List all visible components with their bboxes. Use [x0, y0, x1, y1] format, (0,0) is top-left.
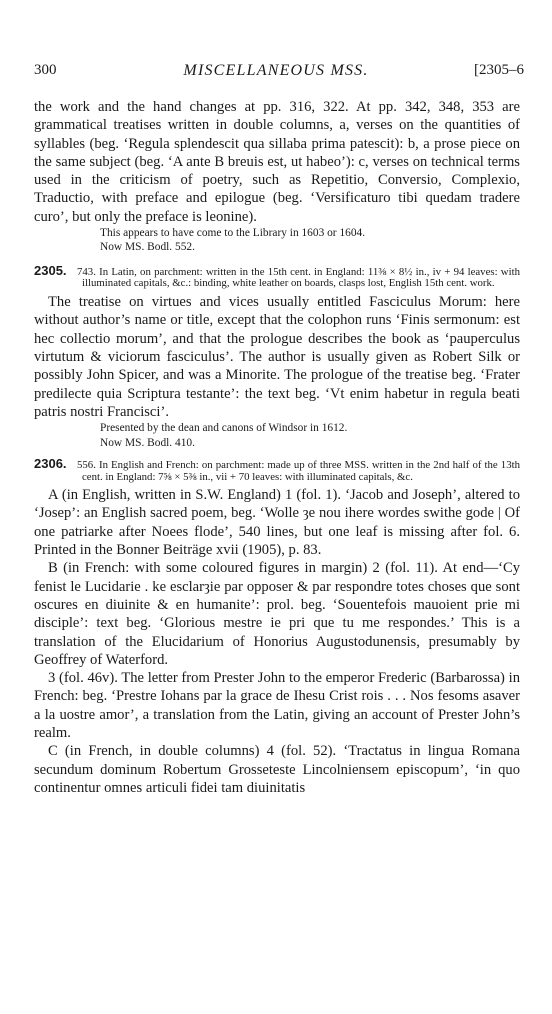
entry-2305-text: The treatise on virtues and vices usually entitled Fasciculus Morum: here without author’s name or title, except that the colophon runs ‘Finis sermonum: est hec collectio morum’, and that the prologue describes the book as ‘pauperculus virtutum & viciorum fasciculus’. The author is usually given as Robert Silk or possibly John Spicer, and was a Minorite. The prologue of the treatise beg. ‘Frater predilecte quia Scriptura testante’: the text beg. ‘Vt enim habetur in regula beati patris nostri Francisci’.: [34, 294, 520, 420]
entry-2305-shelfmark: Now MS. Bodl. 410.: [100, 436, 195, 449]
intro-paragraph: the work and the hand changes at pp. 316, 322. At pp. 342, 348, 353 are grammatical treatises written in double columns, a, verses on the quantities of syllables (beg. ‘Regula splendescit qua sillaba prima patescit): b, a prose piece on the same subject (beg. ‘A ante B breuis est, ut habeo’): c, verses on technical terms used in the criticism of poetry, such as Repetitio, Conversio, Complexio, Traductio, with preface and epilogue (beg. ‘Versificaturo tibi quedam tradere curo’, but only the preface is leonine).: [34, 99, 520, 225]
entry-range: [2305–6: [474, 62, 524, 78]
page-header: [28, 62, 524, 84]
page-body: [34, 98, 520, 797]
intro-provenance-note: This appears to have come to the Library in 1603 or 1604.: [100, 227, 366, 240]
entry-2305-number: 2305.: [34, 262, 67, 278]
page-number: 300: [34, 62, 57, 78]
entry-2305-provenance-note: Presented by the dean and canons of Windsor in 1612.: [100, 422, 348, 435]
entry-2305-description: 2305. 743. In Latin, on parchment: written in the 15th cent. in England: 11⅜ × 8½ in., iv + 94 leaves: with illuminated capitals, &c.: binding, white leather on boards, clasps lost, English 15th cent. work.: [34, 262, 520, 290]
entry-2306-description: 2306. 556. In English and French: on parchment: made up of three MSS. written in the 2nd half of the 13th cent. in England: 7⅝ × 5⅜ in., vii + 70 leaves: with illuminated capitals, &c.: [34, 455, 520, 483]
entry-2306-section-b: B (in French: with some coloured figures in margin) 2 (fol. 11). At end—‘Cy fenist le Lucidarie . ke esclarȝie par opposer & par respondre totes choses que sont oscures en diuinite & en humanite’: prol. beg. ‘Souentefois mauoient prie mi disciple’: text beg. ‘Glorious mestre ie pri que tu me respondes.’ This is a translation of the Elucidarium of Honorius Augustodunensis, presumably by Geoffrey of Waterford.: [34, 560, 520, 668]
entry-2306-section-a: A (in English, written in S.W. England) 1 (fol. 1). ‘Jacob and Joseph’, altered to ‘Josep’: an English sacred poem, beg. ‘Wolle ȝe nou ihere wordes swithe gode | Of one patriarke after Noees flode’, 540 lines, but one leaf is missing after fol. 6. Printed in the Bonner Beiträge xvii (1905), p. 83.: [34, 487, 520, 559]
running-title: MISCELLANEOUS MSS.: [183, 62, 369, 79]
entry-2306-section-3: 3 (fol. 46v). The letter from Prester John to the emperor Frederic (Barbarossa) in French: beg. ‘Prestre Iohans par la grace de Ihesu Crist rois . . . Nos fesoms asaver a la uostre amor’, a translation from the Latin, giving an account of Prester John’s realm.: [34, 670, 520, 742]
intro-shelfmark: Now MS. Bodl. 552.: [100, 241, 195, 254]
entry-2306-section-c: C (in French, in double columns) 4 (fol. 52). ‘Tractatus in lingua Romana secundum dominum Robertum Grosseteste Lincolniensem episcopum’, ‘in quo continentur omnes articuli fidei tam diuinitatis: [34, 743, 520, 796]
entry-2306-number: 2306.: [34, 455, 67, 471]
